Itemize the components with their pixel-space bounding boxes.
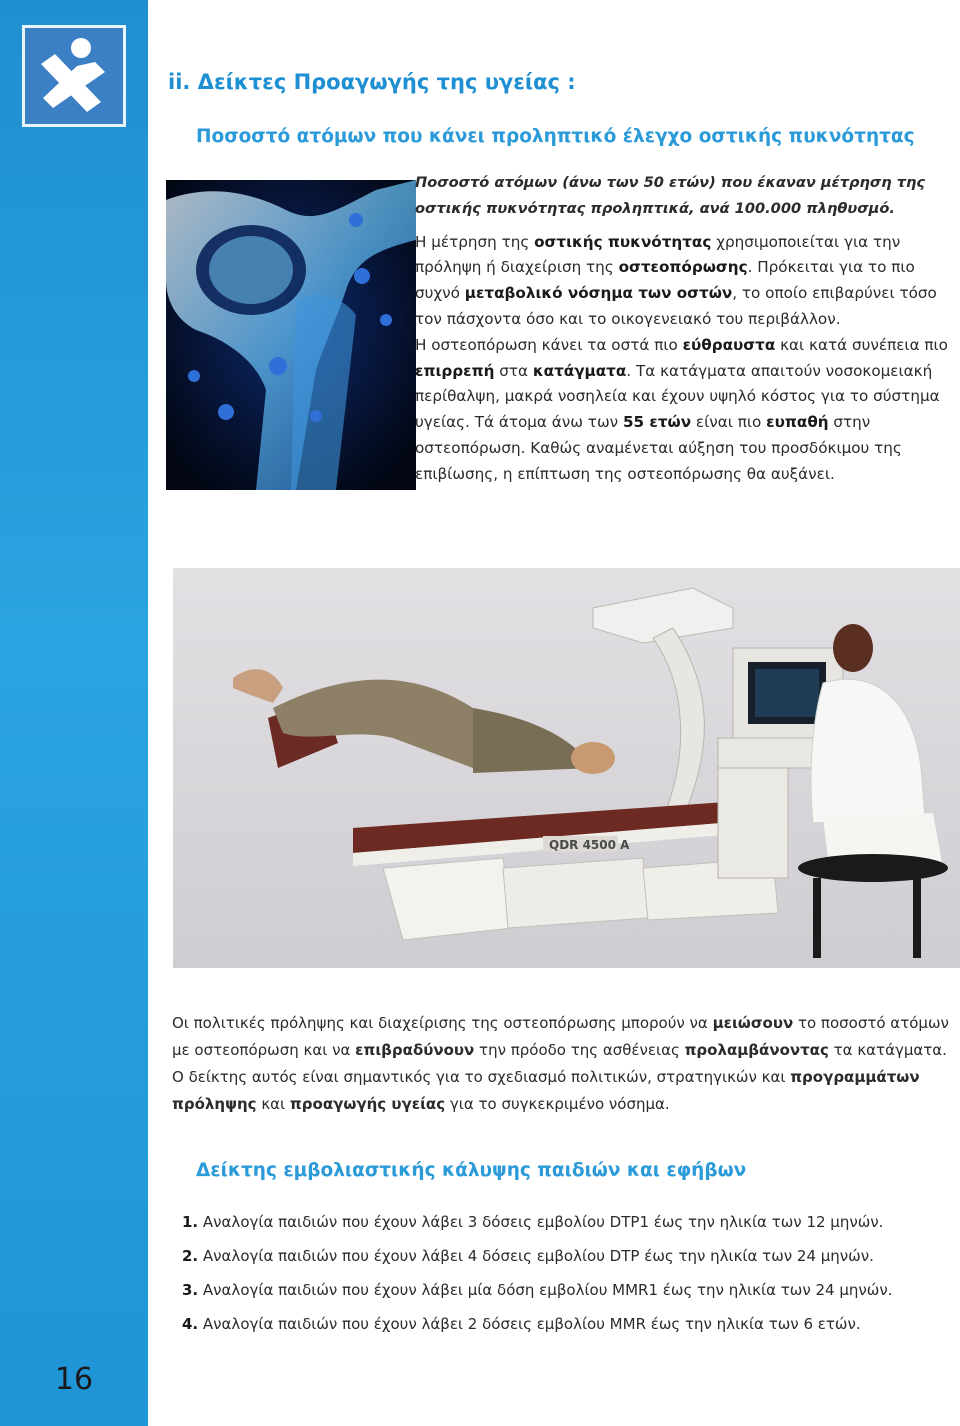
- scanner-model-label: QDR 4500 A: [549, 838, 630, 852]
- bone-density-text: [415, 170, 955, 488]
- bone-density-paragraph-2: Η οστεοπόρωση κάνει τα οστά πιο εύθραυστα και κατά συνέπεια πιο επιρρεπή στα κατάγματα. Τα κατάγματα απαιτούν νοσοκομειακή περίθαλψη, μακρά νοσηλεία και έχουν υψηλό κόστος για το σύστημα υγείας. Τά άτομα άνω των 55 ετών είναι πιο ευπαθή στην οστεοπόρωση. Καθώς αναμένεται αύξηση του προσδόκιμου της επιβίωσης, η επίπτωση της οστεοπόρωσης θα αυξάνει.: [415, 335, 948, 483]
- hip-xray-image: [166, 180, 416, 490]
- left-sidebar: [0, 0, 148, 1426]
- person-logo-icon: [25, 28, 123, 124]
- list-item: 2. Αναλογία παιδιών που έχουν λάβει 4 δόσεις εμβολίου DTP έως την ηλικία των 24 μηνών.: [182, 1247, 874, 1265]
- page-number: 16: [54, 1362, 94, 1397]
- vaccination-list: [182, 1208, 952, 1344]
- list-item: 1. Αναλογία παιδιών που έχουν λάβει 3 δόσεις εμβολίου DTP1 έως την ηλικία των 12 μηνών.: [182, 1213, 884, 1231]
- bone-density-paragraph-1: Η μέτρηση της οστικής πυκνότητας χρησιμοποιείται για την πρόληψη ή διαχείριση της οστεοπόρωσης. Πρόκειται για το πιο συχνό μεταβολικό νόσημα των οστών, το οποίο επιβαρύνει τόσο τον πάσχοντα όσο και το οικογενειακό του περιβάλλον.: [415, 232, 937, 328]
- indicator-definition: Ποσοστό ατόμων (άνω των 50 ετών) που έκαναν μέτρηση της οστικής πυκνότητας προληπτικά, ανά 100.000 πληθυσμό.: [415, 174, 926, 217]
- list-item: 3. Αναλογία παιδιών που έχουν λάβει μία δόση εμβολίου MMR1 έως την ηλικία των 24 μηνών.: [182, 1281, 893, 1299]
- dexa-scanner-photo: [173, 568, 960, 968]
- indicator-title: Ποσοστό ατόμων που κάνει προληπτικό έλεγχο οστικής πυκνότητας: [196, 126, 915, 147]
- vaccination-title: Δείκτης εμβολιαστικής κάλυψης παιδιών και εφήβων: [196, 1160, 747, 1181]
- list-item: 4. Αναλογία παιδιών που έχουν λάβει 2 δόσεις εμβολίου MMR έως την ηλικία των 6 ετών.: [182, 1315, 861, 1333]
- policy-paragraph: Οι πολιτικές πρόληψης και διαχείρισης της οστεοπόρωσης μπορούν να μειώσουν το ποσοστό ατόμων με οστεοπόρωση και να επιβραδύνουν την πρόοδο της ασθένειας προλαμβάνοντας τα κατάγματα. Ο δείκτης αυτός είναι σημαντικός για το σχεδιασμό πολιτικών, στρατηγικών και προγραμμάτων πρόληψης και προαγωγής υγείας για το συγκεκριμένο νόσημα.: [172, 1014, 949, 1113]
- health-logo: [22, 25, 126, 127]
- section-title: ii. Δείκτες Προαγωγής της υγείας :: [168, 70, 576, 94]
